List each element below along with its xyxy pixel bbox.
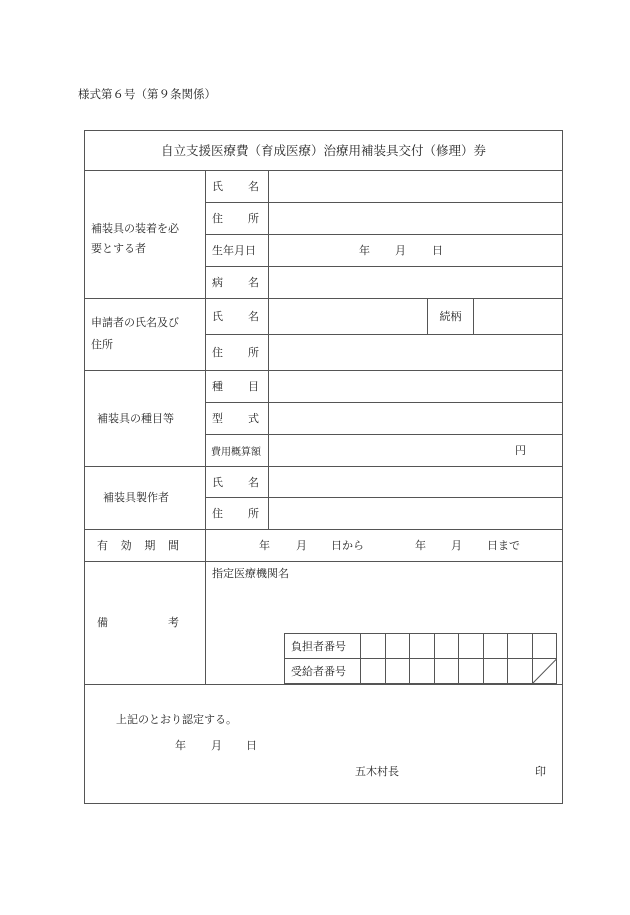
digit-box[interactable] bbox=[459, 659, 484, 684]
disease-field[interactable] bbox=[269, 267, 562, 297]
digit-box[interactable] bbox=[532, 634, 557, 659]
cert-date-month: 月 bbox=[211, 739, 222, 752]
recipient-number-row bbox=[285, 659, 557, 684]
wearer-name-field[interactable] bbox=[269, 171, 562, 201]
institution-label: 指定医療機関名 bbox=[212, 567, 289, 580]
payer-number-label: 負担者番号 bbox=[285, 634, 361, 659]
applicant-address-label: 住 所 bbox=[212, 346, 259, 359]
digit-box[interactable] bbox=[385, 634, 410, 659]
maker-name-field[interactable] bbox=[269, 467, 562, 496]
certification-statement: 上記のとおり認定する。 bbox=[116, 713, 237, 726]
digit-box[interactable] bbox=[361, 659, 386, 684]
diagonal-strike bbox=[533, 659, 557, 683]
digit-box[interactable] bbox=[410, 659, 435, 684]
disease-label: 病 名 bbox=[212, 276, 259, 289]
maker-address-label: 住 所 bbox=[212, 507, 259, 520]
device-type-label: 種 目 bbox=[212, 380, 259, 393]
digit-box[interactable] bbox=[483, 659, 508, 684]
validity-to-month: 月 bbox=[451, 539, 462, 552]
cert-date-year: 年 bbox=[175, 739, 186, 752]
digit-box[interactable] bbox=[459, 634, 484, 659]
digit-box-struck bbox=[532, 659, 557, 684]
digit-box[interactable] bbox=[385, 659, 410, 684]
divider bbox=[205, 234, 563, 235]
birthdate-day-unit: 日 bbox=[432, 244, 443, 257]
device-type-field[interactable] bbox=[269, 371, 562, 401]
validity-to-year: 年 bbox=[415, 539, 426, 552]
validity-from-day: 日から bbox=[331, 539, 364, 552]
seal-mark: 印 bbox=[535, 765, 546, 778]
device-model-label: 型 式 bbox=[212, 412, 259, 425]
maker-address-field[interactable] bbox=[269, 498, 562, 528]
cost-label: 費用概算額 bbox=[211, 446, 261, 458]
wearer-section-label: 補装具の装着を必 要とする者 bbox=[91, 222, 179, 255]
number-table bbox=[284, 633, 557, 684]
digit-box[interactable] bbox=[508, 634, 533, 659]
applicant-section-label: 申請者の氏名及び 住所 bbox=[91, 316, 179, 351]
maker-section-label: 補装具製作者 bbox=[103, 491, 169, 504]
form-number: 様式第６号（第９条関係） bbox=[78, 87, 216, 101]
device-model-field[interactable] bbox=[269, 403, 562, 433]
digit-box[interactable] bbox=[361, 634, 386, 659]
digit-box[interactable] bbox=[410, 634, 435, 659]
relation-label: 続柄 bbox=[439, 310, 462, 323]
relation-field[interactable] bbox=[474, 299, 562, 333]
validity-label: 有 効 期 間 bbox=[97, 539, 179, 552]
divider bbox=[84, 561, 563, 562]
birthdate-year-unit: 年 bbox=[359, 244, 370, 257]
digit-box[interactable] bbox=[508, 659, 533, 684]
divider bbox=[205, 170, 206, 684]
device-section-label: 補装具の種目等 bbox=[97, 412, 174, 425]
maker-name-label: 氏 名 bbox=[212, 475, 259, 489]
divider bbox=[84, 684, 563, 685]
wearer-address-field[interactable] bbox=[269, 203, 562, 233]
validity-from-year: 年 bbox=[259, 539, 270, 552]
applicant-address-field[interactable] bbox=[269, 335, 562, 369]
wearer-address-label: 住 所 bbox=[212, 212, 259, 225]
issuer-name: 五木村長 bbox=[355, 765, 399, 778]
form-title: 自立支援医療費（育成医療）治療用補装具交付（修理）券 bbox=[160, 143, 486, 158]
cert-date-day: 日 bbox=[246, 739, 257, 752]
applicant-name-label: 氏 名 bbox=[212, 310, 259, 323]
validity-to-day: 日まで bbox=[487, 539, 520, 552]
applicant-name-field[interactable] bbox=[269, 299, 426, 333]
wearer-name-label: 氏 名 bbox=[212, 180, 259, 193]
remarks-label: 備 考 bbox=[97, 616, 179, 629]
recipient-number-label: 受給者番号 bbox=[285, 659, 361, 684]
cost-unit: 円 bbox=[515, 444, 526, 457]
validity-from-month: 月 bbox=[296, 539, 307, 552]
digit-box[interactable] bbox=[434, 634, 459, 659]
birthdate-label: 生年月日 bbox=[212, 244, 256, 257]
payer-number-row bbox=[285, 634, 557, 659]
digit-box[interactable] bbox=[434, 659, 459, 684]
digit-box[interactable] bbox=[483, 634, 508, 659]
birthdate-month-unit: 月 bbox=[395, 244, 406, 257]
